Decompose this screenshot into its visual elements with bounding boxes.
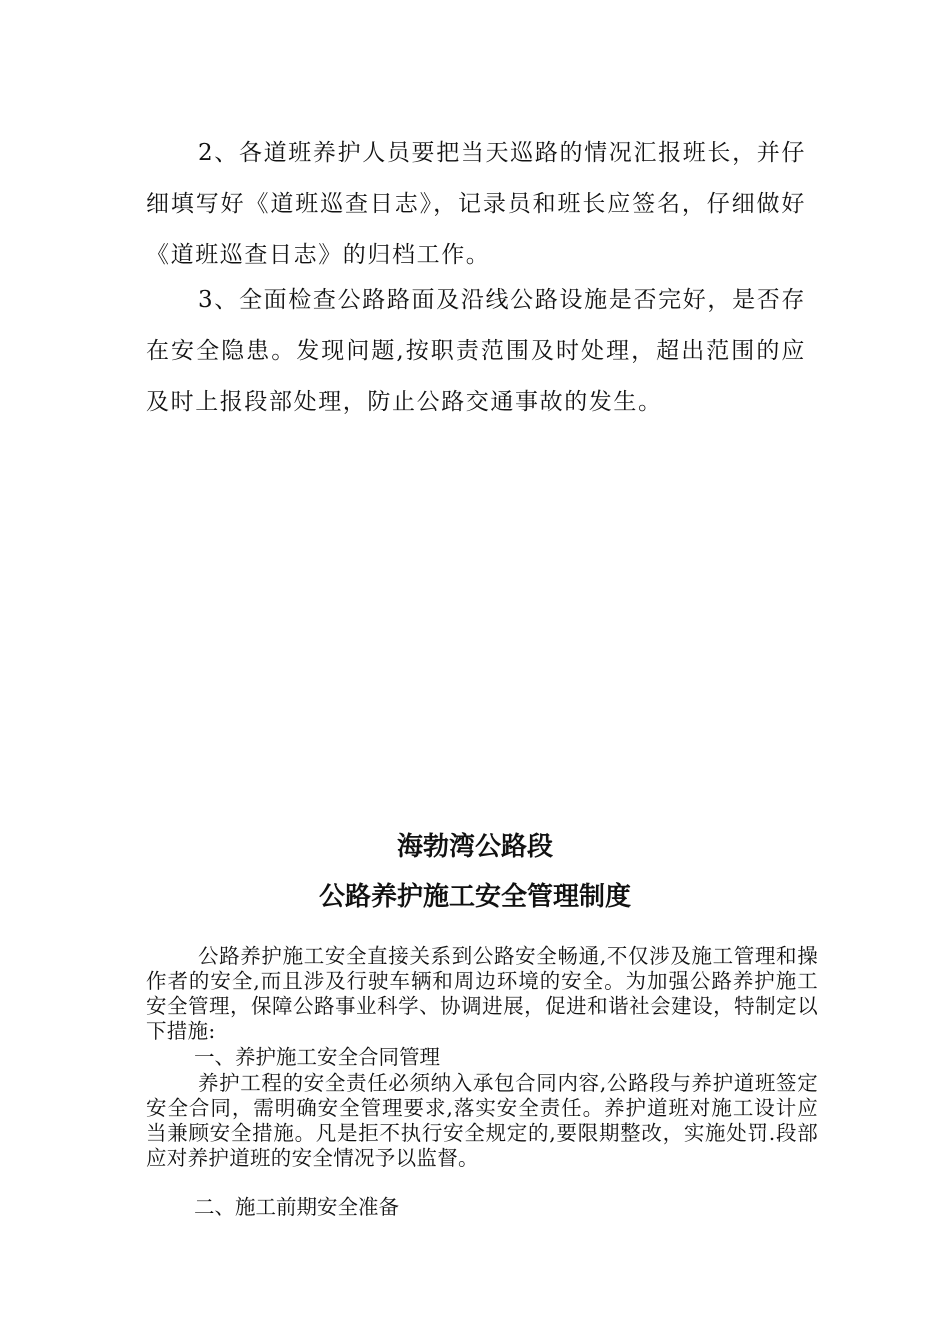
paragraph-item-3: 3、全面检查公路路面及沿线公路设施是否完好，是否存在安全隐患。发现问题,按职责范围及时处理，超出范围的应及时上报段部处理，防止公路交通事故的发生。 <box>146 287 806 415</box>
document-title-regulation: 公路养护施工安全管理制度 <box>318 882 631 912</box>
section-heading-preparation: 二、施工前期安全准备 <box>194 1195 399 1219</box>
paragraph-item-2: 2、各道班养护人员要把当天巡路的情况汇报班长，并仔细填写好《道班巡查日志》，记录员和班长应签名，仔细做好《道班巡查日志》的归档工作。 <box>146 140 806 268</box>
section-body-contract-management: 养护工程的安全责任必须纳入承包合同内容,公路段与养护道班签定安全合同，需明确安全管理要求,落实安全责任。养护道班对施工设计应当兼顾安全措施。凡是拒不执行安全规定的,要限期整改，实施处罚.段部应对养护道班的安全情况予以监督。 <box>146 1071 818 1170</box>
intro-paragraph: 公路养护施工安全直接关系到公路安全畅通,不仅涉及施工管理和操作者的安全,而且涉及行驶车辆和周边环境的安全。为加强公路养护施工安全管理，保障公路事业科学、协调进展，促进和谐社会建设，特制定以下措施: <box>146 944 818 1043</box>
document-title-organization: 海勃湾公路段 <box>396 832 553 862</box>
section-heading-contract-management: 一、养护施工安全合同管理 <box>194 1045 440 1069</box>
